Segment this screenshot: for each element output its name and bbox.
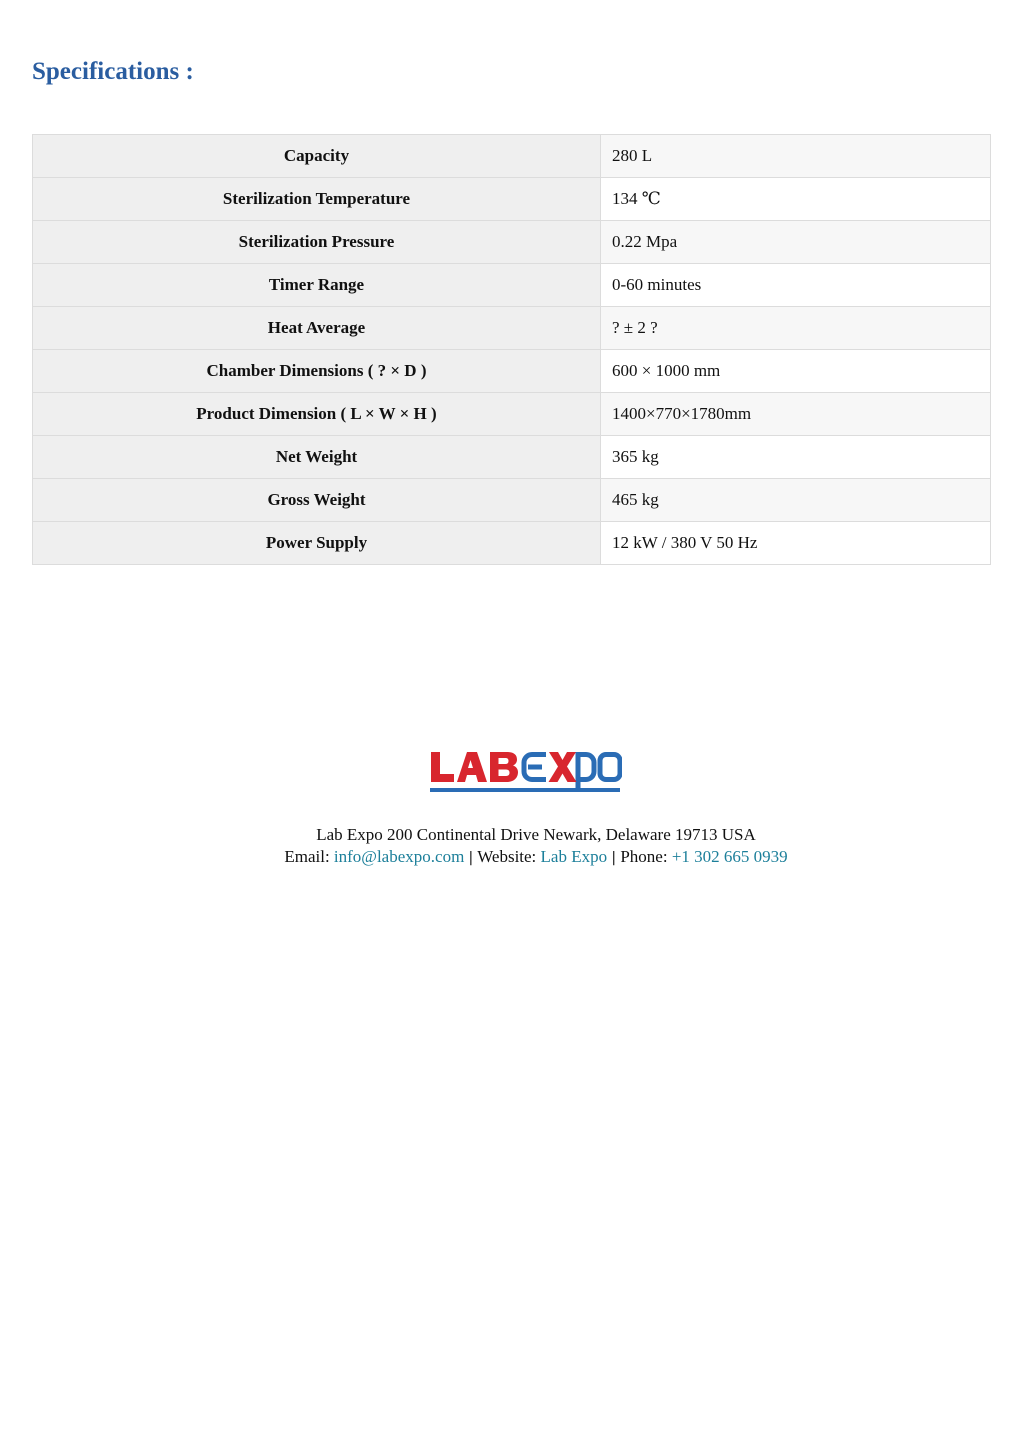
table-row: [33, 264, 991, 307]
table-row: [33, 479, 991, 522]
logo-x-letter: [549, 752, 577, 782]
phone-label: Phone:: [620, 847, 668, 866]
footer-contact: [0, 846, 1024, 869]
website-label: Website:: [477, 847, 537, 866]
spec-value: 0.22 Mpa: [601, 221, 991, 264]
spec-value: 12 kW / 380 V 50 Hz: [601, 522, 991, 565]
spec-label: Sterilization Pressure: [33, 221, 601, 264]
table-row: [33, 522, 991, 565]
table-row: [33, 350, 991, 393]
spec-label: Sterilization Temperature: [33, 178, 601, 221]
logo-lab-letters: [431, 752, 518, 782]
spec-value: 365 kg: [601, 436, 991, 479]
table-row: [33, 221, 991, 264]
spec-label: Heat Average: [33, 307, 601, 350]
table-row: [33, 307, 991, 350]
page-title: Specifications :: [32, 58, 194, 85]
spec-value: 280 L: [601, 135, 991, 178]
spec-label: Net Weight: [33, 436, 601, 479]
spec-value: 1400×770×1780mm: [601, 393, 991, 436]
spec-value: 600 × 1000 mm: [601, 350, 991, 393]
spec-value: ? ± 2 ?: [601, 307, 991, 350]
table-row: [33, 436, 991, 479]
specifications-table: [32, 134, 991, 565]
email-label: Email:: [284, 847, 330, 866]
footer: [0, 824, 1024, 869]
phone-link[interactable]: +1 302 665 0939: [671, 847, 788, 866]
logo-underline: [430, 788, 620, 792]
table-row: [33, 393, 991, 436]
spec-label: Chamber Dimensions ( ? × D ): [33, 350, 601, 393]
labexpo-logo: [428, 748, 622, 794]
spec-value: 134 ℃: [601, 178, 991, 221]
spec-label: Gross Weight: [33, 479, 601, 522]
spec-label: Power Supply: [33, 522, 601, 565]
spec-value: 0-60 minutes: [601, 264, 991, 307]
spec-value: 465 kg: [601, 479, 991, 522]
spec-label: Timer Range: [33, 264, 601, 307]
table-row: [33, 135, 991, 178]
separator: |: [611, 850, 617, 866]
spec-label: Capacity: [33, 135, 601, 178]
spec-label: Product Dimension ( L × W × H ): [33, 393, 601, 436]
footer-address: Lab Expo 200 Continental Drive Newark, Delaware 19713 USA: [316, 825, 756, 844]
table-row: [33, 178, 991, 221]
website-link[interactable]: Lab Expo: [540, 847, 608, 866]
separator: |: [468, 850, 474, 866]
email-link[interactable]: info@labexpo.com: [333, 847, 465, 866]
